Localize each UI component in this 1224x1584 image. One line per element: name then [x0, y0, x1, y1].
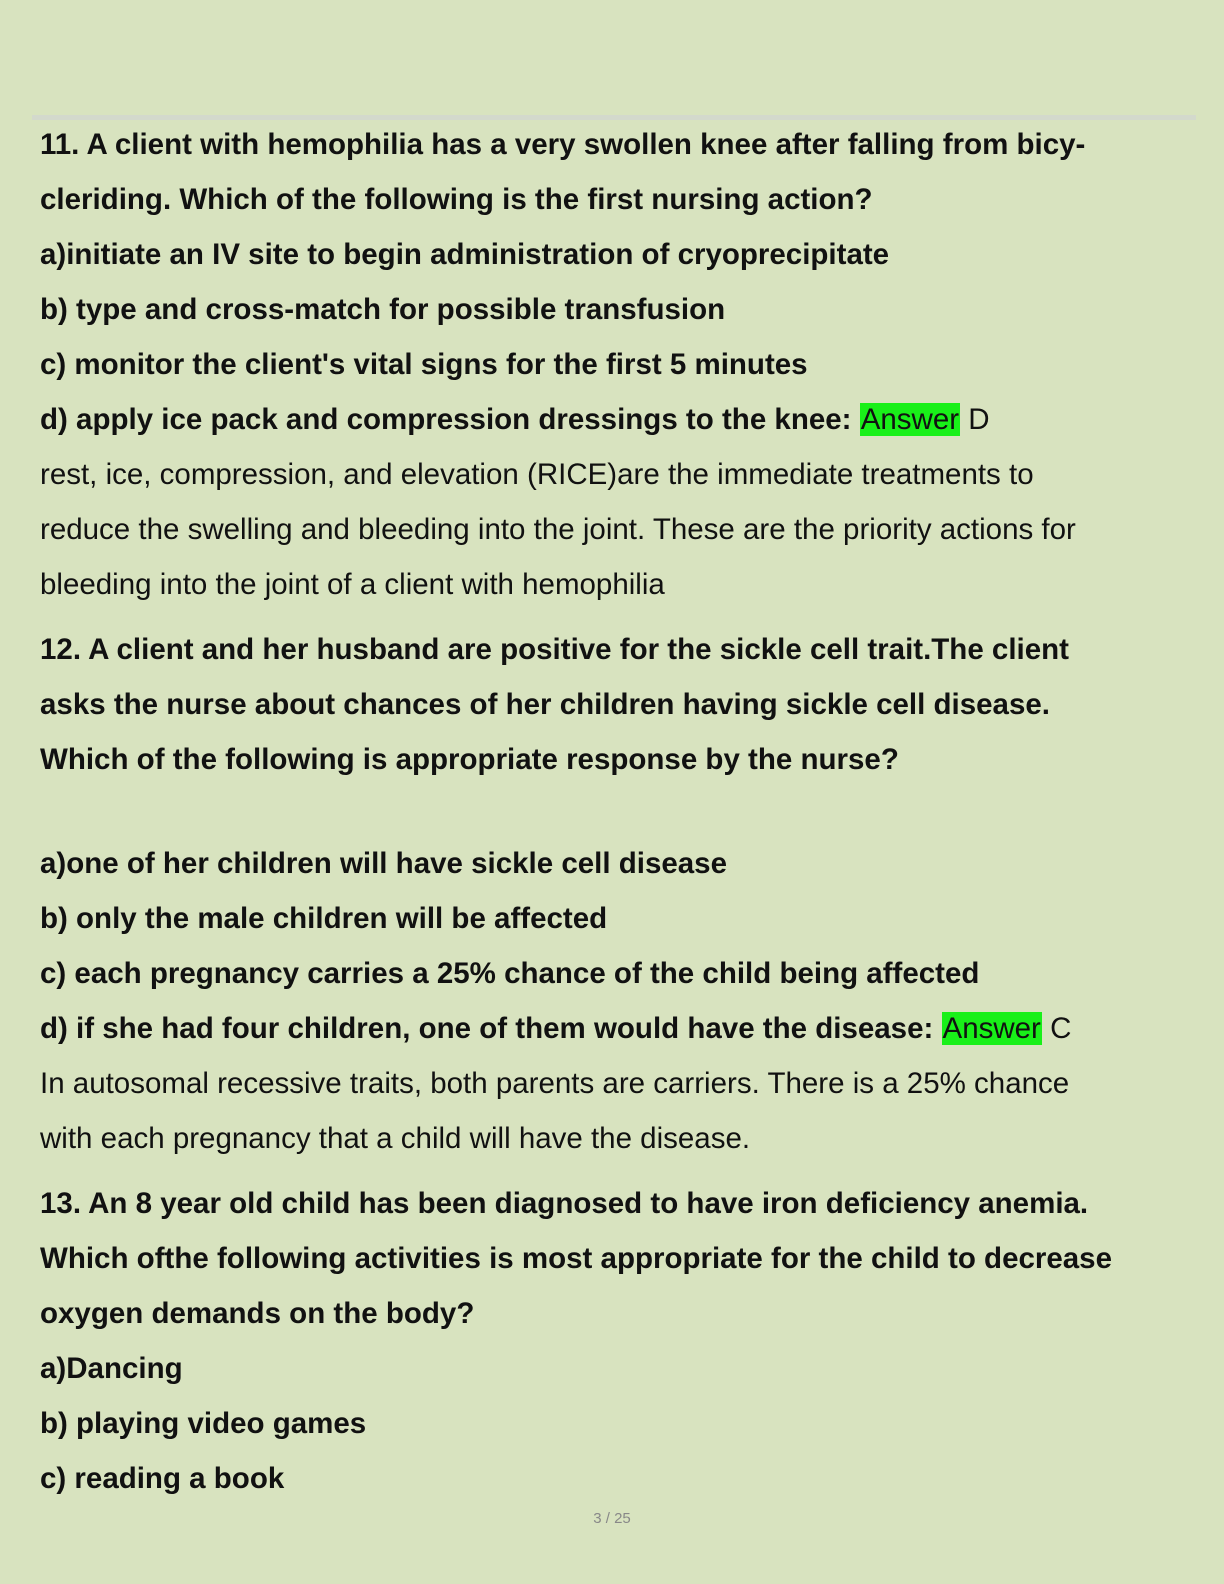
question-text-line: 12. A client and her husband are positive for the sickle cell trait.The client [40, 633, 1069, 666]
question-13 [40, 1176, 1190, 1506]
question-12 [40, 622, 1190, 1166]
answer-option-d [40, 392, 1190, 447]
rationale-line: rest, ice, compression, and elevation (RICE)are the immediate treatments to [40, 458, 1034, 491]
answer-option-b: b) playing video games [40, 1407, 367, 1440]
answer-value: D [960, 403, 990, 436]
answer-option-c: c) monitor the client's vital signs for the first 5 minutes [40, 348, 808, 381]
rationale-line: In autosomal recessive traits, both parents are carriers. There is a 25% chance [40, 1067, 1070, 1100]
question-text-line: Which of the following is appropriate response by the nurse? [40, 743, 899, 776]
answer-option-a: a)Dancing [40, 1352, 183, 1385]
question-text-line: 13. An 8 year old child has been diagnosed to have iron deficiency anemia. [40, 1187, 1089, 1220]
answer-value: C [1041, 1012, 1072, 1045]
question-text-line: Which ofthe following activities is most appropriate for the child to decrease [40, 1242, 1112, 1275]
answer-option-a: a)initiate an IV site to begin administration of cryoprecipitate [40, 238, 890, 271]
question-11 [40, 117, 1190, 612]
question-text-line: asks the nurse about chances of her children having sickle cell disease. [40, 688, 1050, 721]
option-d-text: d) apply ice pack and compression dressings to the knee: [40, 403, 860, 436]
answer-option-a: a)one of her children will have sickle cell disease [40, 847, 727, 880]
page-number: 3 / 25 [593, 1510, 631, 1527]
rationale-line: with each pregnancy that a child will have the disease. [40, 1122, 751, 1155]
question-text-line: cleriding. Which of the following is the first nursing action? [40, 183, 873, 216]
answer-option-d [40, 1001, 1190, 1056]
page-content [40, 117, 1190, 1506]
answer-highlight: Answer [860, 403, 960, 436]
rationale-line: bleeding into the joint of a client with hemophilia [40, 568, 665, 601]
question-text-line: oxygen demands on the body? [40, 1297, 475, 1330]
question-text-line: 11. A client with hemophilia has a very swollen knee after falling from bicy- [40, 128, 1086, 161]
answer-highlight: Answer [942, 1012, 1041, 1045]
answer-option-b: b) only the male children will be affected [40, 902, 608, 935]
answer-option-c: c) each pregnancy carries a 25% chance of the child being affected [40, 957, 980, 990]
option-d-text: d) if she had four children, one of them would have the disease: [40, 1012, 942, 1045]
rationale-line: reduce the swelling and bleeding into the joint. These are the priority actions for [40, 513, 1076, 546]
answer-option-b: b) type and cross-match for possible transfusion [40, 293, 726, 326]
answer-option-c: c) reading a book [40, 1462, 285, 1495]
